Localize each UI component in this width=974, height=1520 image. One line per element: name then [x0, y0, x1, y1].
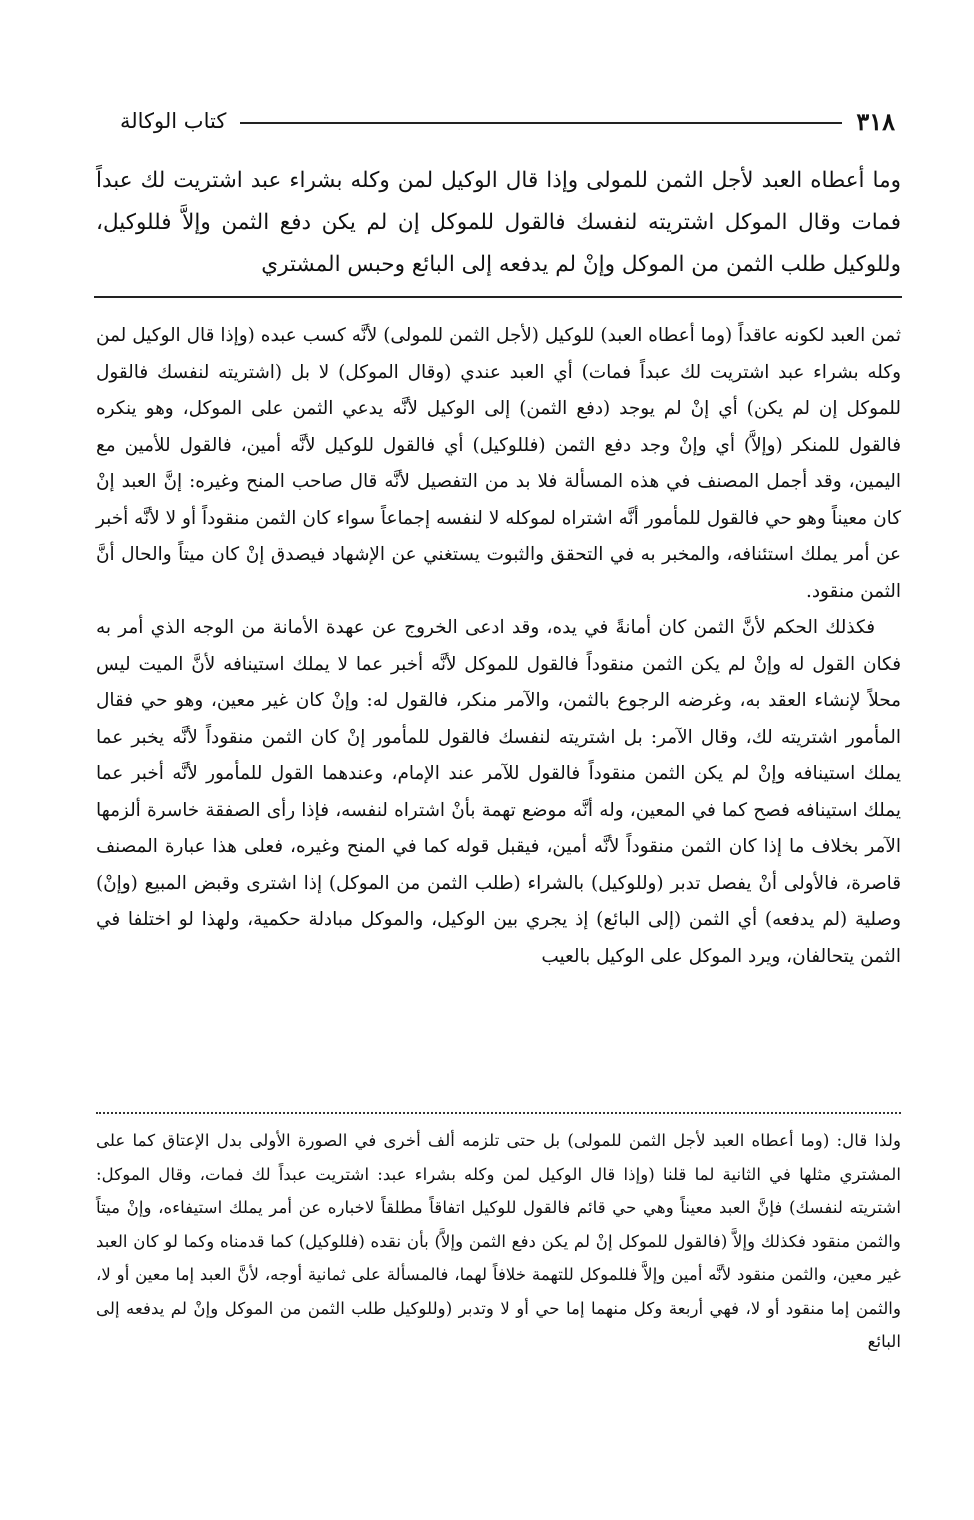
running-header	[120, 104, 895, 138]
commentary-paragraph: فكذلك الحكم لأنَّ الثمن كان أمانةً في يده، وقد ادعى الخروج عن عهدة الأمانة من الوجه الذي أمر به فكان القول له وإنْ لم يكن الثمن منقوداً فالقول للموكل لأنَّه أخبر عما لا يملك استينافه لأنَّ الميت ليس محلاً لإنشاء العقد به، وغرضه الرجوع بالثمن، والآمر منكر، فالقول له: وإنْ كان غير معين، وهو حي فقال المأمور اشتريته لك، وقال الآمر: بل اشتريته لنفسك فالقول للمأمور إنْ كان الثمن منقوداً لأنَّه يخبر عما يملك استينافه وإنْ لم يكن الثمن منقوداً فالقول للآمر عند الإمام، وعندهما القول للمأمور لأنَّه أخبر عما يملك استينافه فصح كما في المعين، وله أنَّه موضع تهمة بأنْ اشتراه لنفسه، فإذا رأى الصفقة خاسرة ألزمها الآمر بخلاف ما إذا كان الثمن منقوداً لأنَّه أمين، فيقبل قوله كما في المنح وغيره، فعلى هذا عبارة المصنف قاصرة، فالأولى أنْ يفصل تدبر (وللوكيل) بالشراء (طلب الثمن من الموكل) إذا اشترى وقبض المبيع (وإنْ) وصلية (لم يدفعه) أي الثمن (إلى البائع) إذ يجري بين الوكيل، والموكل مبادلة حكمية، ولهذا لو اختلفا في الثمن يتحالفان، ويرد الموكل على الوكيل بالعيب	[96, 617, 901, 967]
commentary-paragraph: ثمن العبد لكونه عاقداً (وما أعطاه العبد) للوكيل (لأجل الثمن للمولى) لأنَّه كسب عبده (وإذا قال الوكيل لمن وكله بشراء عبد اشتريت لك عبداً فمات) أي العبد عندي (وقال الموكل) لا بل (اشتريته لنفسك فالقول للموكل إن لم يكن) أي إنْ لم يوجد (دفع الثمن) إلى الوكيل لأنَّه يدعي الثمن على الموكل، وهو ينكره فالقول للمنكر (وإلاَّ) أي وإنْ وجد دفع الثمن (فللوكيل) أي فالقول للوكيل لأنَّه أمين، فالقول للأمين مع اليمين، وقد أجمل المصنف في هذه المسألة فلا بد من التفصيل لأنَّه قال صاحب المنح وغيره: إنَّ العبد إنْ كان معيناً وهو حي فالقول للمأمور أنَّه اشتراه لموكله لا لنفسه إجماعاً سواء كان الثمن منقوداً أو لا لأنَّه أخبر عن أمر يملك استئنافه، والمخبر به في التحقق والثبوت يستغني عن الإشهاد فيصدق إنْ كان ميتاً والحال أنَّ الثمن منقود.	[96, 325, 901, 602]
page-number: ٣١٨	[856, 106, 895, 136]
main-text: وما أعطاه العبد لأجل الثمن للمولى وإذا قال الوكيل لمن وكله بشراء عبد اشتريت لك عبداً فمات وقال الموكل اشتريته لنفسك فالقول للموكل إن لم يكن دفع الثمن وإلاَّ فللوكيل، وللوكيل طلب الثمن من الموكل وإنْ لم يدفعه إلى البائع وحبس المشتري	[96, 168, 901, 277]
footnote-divider	[96, 1112, 901, 1114]
book-title: كتاب الوكالة	[120, 109, 227, 133]
main-text-divider	[94, 296, 902, 298]
footnote-text: ولذا قال: (وما أعطاه العبد لأجل الثمن للمولى) بل حتى تلزمه ألف أخرى في الصورة الأولى بدل الإعتاق كما على المشتري مثلها في الثانية لما قلنا (وإذا قال الوكيل لمن وكله بشراء عبد: اشتريت عبداً لك فمات، وقال الموكل: اشتريته لنفسك) فإنَّ العبد معيناً وهي حي قائم فالقول للوكيل اتفاقاً مطلقاً لاخباره عن أمر يملك استيفاءه، وإنْ ميتاً والثمن منقود فكذلك وإلاَّ (فالقول للموكل إنْ لم يكن دفع الثمن وإلاَّ) بأن نقده (فللوكيل) كما قدمناه وكما لو كان العبد غير معين، والثمن منقود لأنَّه أمين وإلاَّ فللموكل للتهمة خلافاً لهما، فالمسألة على ثمانية أوجه، لأنَّ العبد إما معين أو لا، والثمن إما منقود أو لا، فهي أربعة وكل منهما إما حي أو لا وتدبر (وللوكيل طلب الثمن من الموكل وإنْ لم يدفعه إلى البائع	[96, 1130, 901, 1351]
header-rule	[240, 122, 842, 124]
commentary	[96, 318, 901, 975]
